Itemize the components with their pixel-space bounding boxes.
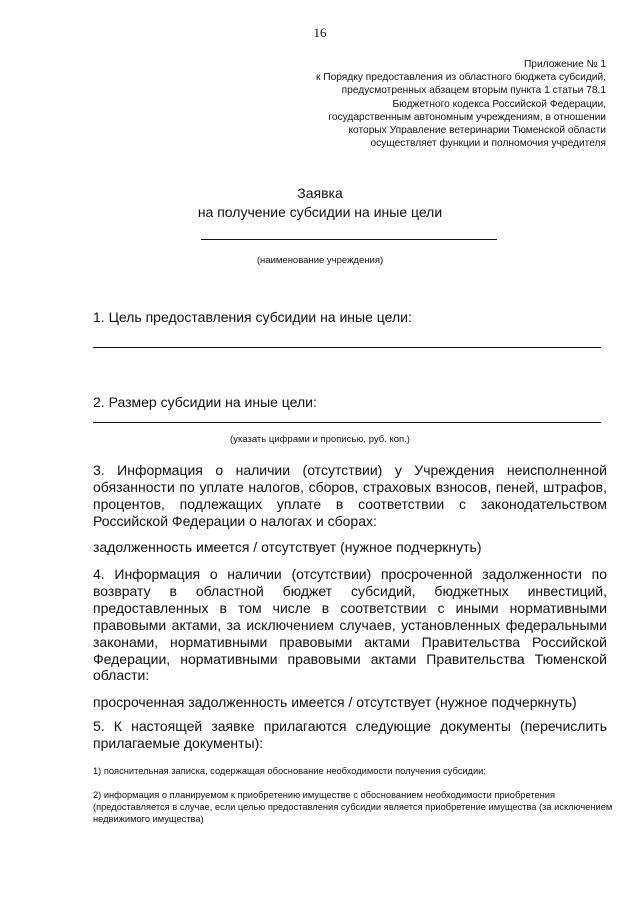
application-title	[0, 184, 640, 222]
institution-caption: (наименование учреждения)	[256, 255, 384, 266]
appendix-line: Бюджетного кодекса Российской Федерации,	[392, 98, 606, 110]
section1-answer-line	[93, 347, 601, 348]
section4-text: 4. Информация о наличии (отсутствии) просроченной задолженности по возврату в областной бюджет субсидий, бюджетных инвестиций, предоставленных в том числе в соответствии с иными нормативными правовыми актами, за исключением случаев, установленных федеральными законами, нормативными правовыми актами Правительства Российской Федерации, нормативными правовыми актами Правительства Тюменской области:	[93, 566, 607, 684]
document-list-item: 1) пояснительная записка, содержащая обоснование необходимости получения субсидии;	[93, 766, 486, 776]
appendix-line: государственным автономным учреждениям, в отношении	[328, 111, 606, 123]
title-line-2: на получение субсидии на иные цели	[197, 204, 443, 220]
section2-caption: (указать цифрами и прописью, руб. коп.)	[230, 434, 410, 445]
appendix-line: предусмотренных абзацем вторым пункта 1 статьи 78.1	[341, 85, 606, 97]
appendix-header	[246, 58, 606, 150]
section2-answer-line	[93, 422, 601, 423]
appendix-line: осуществляет функции и полномочия учредителя	[370, 138, 606, 150]
appendix-line: Приложение № 1	[523, 59, 606, 70]
page-number: 16	[313, 25, 327, 40]
document-list-item: 2) информация о планируемом к приобретению имуществе с обоснованием необходимости приобретения (предоставляется в случае, если целью предоставления субсидии является приобретение имущества (за исключением недвижимого имущества)	[93, 790, 613, 824]
title-line-1: Заявка	[297, 185, 343, 201]
appendix-line: которых Управление ветеринарии Тюменской области	[348, 125, 606, 137]
section4-answer: просроченная задолженность имеется / отсутствует (нужное подчеркнуть)	[93, 694, 577, 710]
appendix-line: к Порядку предоставления из областного бюджета субсидий,	[315, 72, 606, 84]
section2-heading: 2. Размер субсидии на иные цели:	[93, 394, 317, 410]
institution-name-line	[201, 239, 497, 240]
section3-answer: задолженность имеется / отсутствует (нужное подчеркнуть)	[93, 539, 482, 555]
section5-text: 5. К настоящей заявке прилагаются следующие документы (перечислить прилагаемые документы):	[93, 718, 607, 751]
section1-heading: 1. Цель предоставления субсидии на иные цели:	[93, 309, 412, 325]
section3-text: 3. Информация о наличии (отсутствии) у Учреждения неисполненной обязанности по уплате налогов, сборов, страховых взносов, пеней, штрафов, процентов, подлежащих уплате в соответствии с законодательством Российской Федерации о налогах и сборах:	[93, 462, 607, 529]
